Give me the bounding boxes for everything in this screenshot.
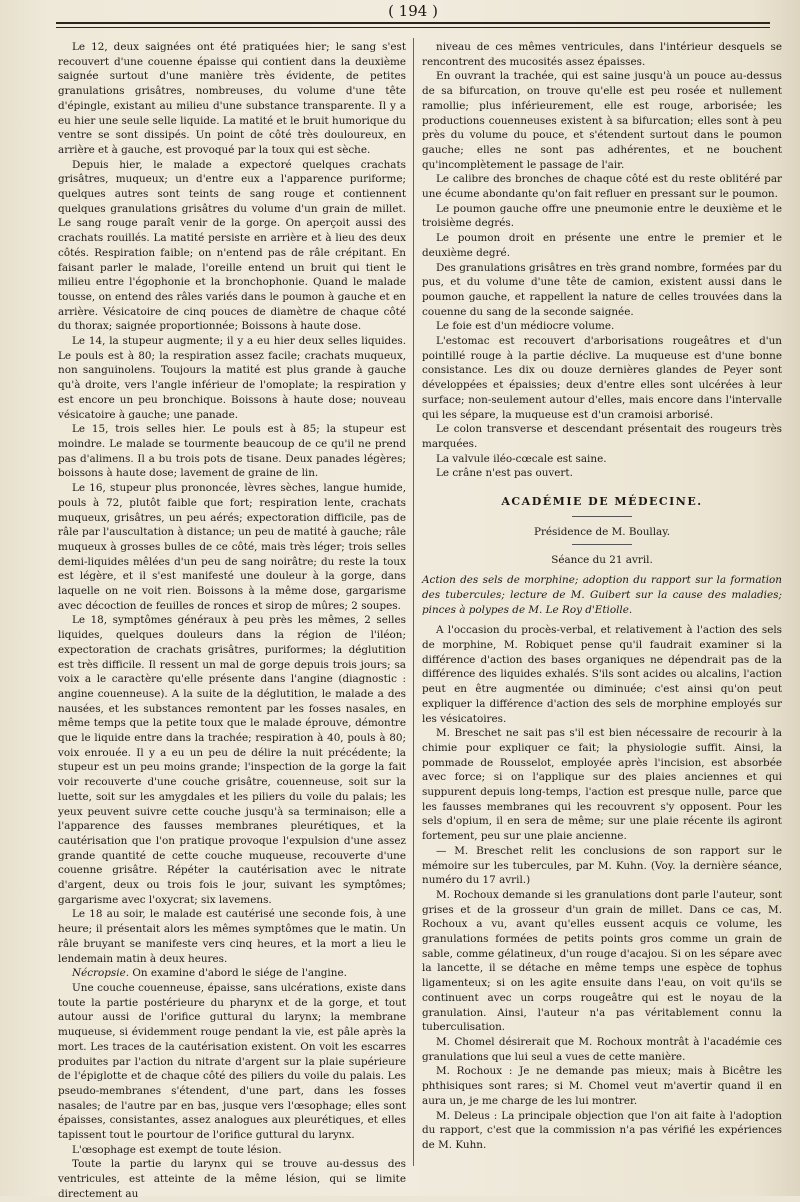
paragraph: — M. Breschet relit les conclusions de son rapport sur le mémoire sur les tubercules, par M. Kuhn. (Voy. la dernière séance, numéro du 17 avril.) <box>422 844 782 887</box>
necropsie-label: Nécropsie. <box>72 967 130 980</box>
session-summary: Action des sels de morphine; adoption du rapport sur la formation des tubercules; lecture de M. Guibert sur la cause des maladies; pinces à polypes de M. Le Roy d'Etiolle. <box>422 574 782 616</box>
paragraph: M. Rochoux demande si les granulations dont parle l'auteur, sont grises et de la grosseur d'un grain de millet. Dans ce cas, M. Rochoux a vu, avant qu'elles eussent acquis ce volume, les granulations formées de petits points gros comme un grain de sable, comme gélatineux, d'un rouge d'acajou. Si on les sépare avec la lancette, il se détache en même temps une espèce de tophus ligamenteux; si on les agite ensuite dans l'eau, on voit qu'ils se continuent avec un corps rougeâtre qui est le noyau de la granulation. Ainsi, l'auteur n'a pas véritablement connu la tuberculisation. <box>422 888 782 1034</box>
paragraph: Le poumon droit en présente une entre le premier et le deuxième degré. <box>422 232 782 259</box>
presidence-line: Présidence de M. Boullay. <box>533 525 671 538</box>
necropsie-text: On examine d'abord le siége de l'angine. <box>132 967 347 980</box>
paragraph: M. Chomel désirerait que M. Rochoux montrât à l'académie ces granulations que lui seul a vues de cette manière. <box>422 1036 782 1063</box>
paragraph: Le 14, la stupeur augmente; il y a eu hier deux selles liquides. Le pouls est à 80; la respiration assez facile; crachats muqueux, non sanguinolens. Toujours la matité est plus grande à gauche qu'à droite, vers l'angle inférieur de l'omoplate; la respiration y est encore un peu bronchique. Boissons à haute dose; nouveau vésicatoire à gauche; une panade. <box>58 335 406 421</box>
paragraph: M. Deleus : La principale objection que l'on ait faite à l'adoption du rapport, c'est que la commission n'a pas vérifié les expériences de M. Kuhn. <box>422 1109 782 1151</box>
paragraph: Le 18 au soir, le malade est cautérisé une seconde fois, à une heure; il présentait alors les mêmes symptômes que le matin. Un râle bruyant se manifeste vers cinq heures, et la mort a lieu le lendemain matin à deux heures. <box>58 908 406 965</box>
paragraph: L'œsophage est exempt de toute lésion. <box>72 1143 282 1156</box>
paragraph: Le 12, deux saignées ont été pratiquées hier; le sang s'est recouvert d'une couenne épaisse qui contient dans la deuxième saignée surtout d'une manière très évidente, de petites granulations grisâtres, nombreuses, du volume d'une tête d'épingle, existant au milieu d'une substance transparente. Il y a eu hier une seule selle liquide. La matité et le bruit humorique du ventre se sont dissipés. Un point de côté très douloureux, en arrière et à gauche, est provoqué par la toux qui est sèche. <box>58 41 406 156</box>
necropsie-paragraph <box>58 966 406 981</box>
paragraph: Le foie est d'un médiocre volume. <box>436 320 615 333</box>
paragraph: Le 15, trois selles hier. Le pouls est à 85; la stupeur est moindre. Le malade se tourmente beaucoup de ce qu'il ne prend pas d'alimens. Il a bu trois pots de tisane. Deux panades légères; boissons à haute dose; lavement de graine de lin. <box>58 423 406 480</box>
column-divider <box>413 38 414 1166</box>
paragraph: La valvule iléo-cœcale est saine. <box>436 452 607 465</box>
page-header <box>56 2 770 28</box>
paragraph: Le crâne n'est pas ouvert. <box>436 467 573 480</box>
left-column <box>58 40 406 1200</box>
paragraph: Le colon transverse et descendant présentait des rougeurs très marquées. <box>422 423 782 450</box>
paragraph: L'estomac est recouvert d'arborisations rougeâtres et d'un pointillé rouge à la partie déclive. La muqueuse est d'une bonne consistance. Les dix ou douze dernières glandes de Peyer sont développées et épaissies; deux d'entre elles sont ulcérées à leur surface; non-seulement autour d'elles, mais encore dans l'intervalle qui les sépare, la muqueuse est d'un cramoisi arborisé. <box>422 335 782 421</box>
paragraph: A l'occasion du procès-verbal, et relativement à l'action des sels de morphine, M. Robiquet pense qu'il faudrait examiner si la différence d'action des bases organiques ne dépendrait pas de la différence des liquides exhalés. S'ils sont acides ou alcalins, l'action peut en être augmentée ou diminuée; c'est ainsi qu'on peut expliquer la différence d'action des sels de morphine employés sur les vésicatoires. <box>422 624 782 725</box>
paragraph: Le 18, symptômes généraux à peu près les mêmes, 2 selles liquides, quelques douleurs dans la région de l'iléon; expectoration de crachats grisâtres, puriformes; la déglutition est très difficile. Il ressent un mal de gorge depuis trois jours; sa voix a le caractère qu'elle présente dans l'angine (diagnostic : angine couenneuse). A la suite de la déglutition, le malade a des nausées, et les substances remontent par les fosses nasales, en même temps que la petite toux que le malade éprouve, démontre que le liquide entre dans la trachée; respiration à 40, pouls à 80; voix enrouée. Il y a eu un peu de délire la nuit précédente; la stupeur est un peu moins grande; l'inspection de la gorge la fait voir recouverte d'une couche grisâtre, couenneuse, soit sur la luette, soit sur les amygdales et les piliers du voile du palais; les yeux peuvent suivre cette couche jusqu'à sa terminaison; elle a l'apparence des fausses membranes pleurétiques, et la cautérisation que l'on pratique provoque l'expulsion d'une assez grande quantité de cette couche muqueuse, recouverte d'une couenne grisâtre. Répéter la cautérisation avec le nitrate d'argent, deux ou trois fois le jour, suivant les symptômes; gargarisme avec l'oxycrat; six lavemens. <box>58 614 406 906</box>
paragraph: En ouvrant la trachée, qui est saine jusqu'à un pouce au-dessus de sa bifurcation, on trouve qu'elle est peu rosée et nullement ramollie; plus inférieurement, elle est rouge, arborisée; les productions couenneuses existent à sa bifurcation; elles sont à peu près du volume du pouce, et s'étendent surtout dans le poumon gauche; elles ne sont pas adhérentes, et ne bouchent qu'incomplètement le passage de l'air. <box>422 70 782 171</box>
paragraph: Toute la partie du larynx qui se trouve au-dessus des ventricules, est atteinte de la même lésion, qui se limite directement au <box>58 1158 406 1200</box>
paragraph: Une couche couenneuse, épaisse, sans ulcérations, existe dans toute la partie postérieure du pharynx et de la gorge, et tout autour aussi de l'orifice guttural du larynx; la membrane muqueuse, si évidemment rouge pendant la vie, est pâle après la mort. Les traces de la cautérisation existent. On voit les escarres produites par l'action du nitrate d'argent sur la plaie supérieure de l'épiglotte et de chaque côté des piliers du voile du palais. Les pseudo-membranes s'étendent, d'une part, dans les fosses nasales; de l'autre par en bas, jusque vers l'œsophage; elles sont épaisses, consistantes, assez analogues aux pleurétiques, et elles tapissent tout le pourtour de l'orifice guttural du larynx. <box>58 982 406 1142</box>
paragraph: Depuis hier, le malade a expectoré quelques crachats grisâtres, muqueux; un d'entre eux a l'apparence puriforme; quelques autres sont teints de sang rouge et contiennent quelques granulations grisâtres du volume d'un grain de millet. Le sang rouge paraît venir de la gorge. On aperçoit aussi des crachats rouillés. La matité persiste en arrière et à lieu des deux côtés. Respiration faible; on n'entend pas de râle crépitant. En faisant parler le malade, l'oreille entend un bruit qui tient le milieu entre l'égophonie et la bronchophonie. Quand le malade tousse, on entend des râles variés dans le poumon à gauche et en arrière. Vésicatoire de cinq pouces de diamètre de chaque côté du thorax; saignée proportionnée; Boissons à haute dose. <box>58 158 406 333</box>
paragraph: Des granulations grisâtres en très grand nombre, formées par du pus, et du volume d'une tête de camion, existent aussi dans le poumon gauche, et rappellent la nature de celles trouvées dans la couenne du sang de la seconde saignée. <box>422 261 782 318</box>
page-number: ( 194 ) <box>382 2 444 20</box>
seance-line: Séance du 21 avril. <box>551 553 653 566</box>
paragraph: Le 16, stupeur plus prononcée, lèvres sèches, langue humide, pouls à 72, plutôt faible que fort; respiration lente, crachats muqueux, grisâtres, un peu aérés; expectoration difficile, pas de râle par l'auscultation à distance; un peu de matité à gauche; râle muqueux à grosses bulles de ce côté, mais très léger; trois selles demi-liquides mêlées d'un peu de sang noirâtre; du reste la toux est légère, et il s'est manifesté une douleur à la gorge, dans laquelle on ne voit rien. Boissons à la même dose, gargarisme avec décoction de feuilles de ronces et sirop de mûres; 2 soupes. <box>58 482 406 612</box>
section-rule <box>572 516 632 517</box>
right-column <box>422 40 782 1166</box>
section-rule <box>572 544 632 545</box>
paragraph: niveau de ces mêmes ventricules, dans l'intérieur desquels se rencontrent des mucosités assez épaisses. <box>422 41 782 68</box>
paragraph: M. Rochoux : Je ne demande pas mieux; mais à Bicêtre les phthisiques sont rares; si M. Chomel veut m'avertir quand il en aura un, je me charge de les lui montrer. <box>422 1065 782 1107</box>
paragraph: Le calibre des bronches de chaque côté est du reste oblitéré par une écume abondante qu'on fait refluer en pressant sur le poumon. <box>422 173 782 201</box>
header-rule <box>56 22 770 28</box>
paragraph: M. Breschet ne sait pas s'il est bien nécessaire de recourir à la chimie pour expliquer ce fait; la physiologie suffit. Ainsi, la pommade de Rousselot, employée après l'incision, est absorbée avec force; si on l'applique sur des plaies anciennes et qui suppurent depuis long-temps, l'action est presque nulle, parce que les fausses membranes qui les recouvrent s'y opposent. Pour les sels d'opium, il en sera de même; sur une plaie récente ils agiront fortement, peu sur une plaie ancienne. <box>422 727 782 843</box>
section-title: ACADÉMIE DE MÉDECINE. <box>501 495 703 509</box>
paragraph: Le poumon gauche offre une pneumonie entre le deuxième et le troisième degrés. <box>422 202 782 230</box>
